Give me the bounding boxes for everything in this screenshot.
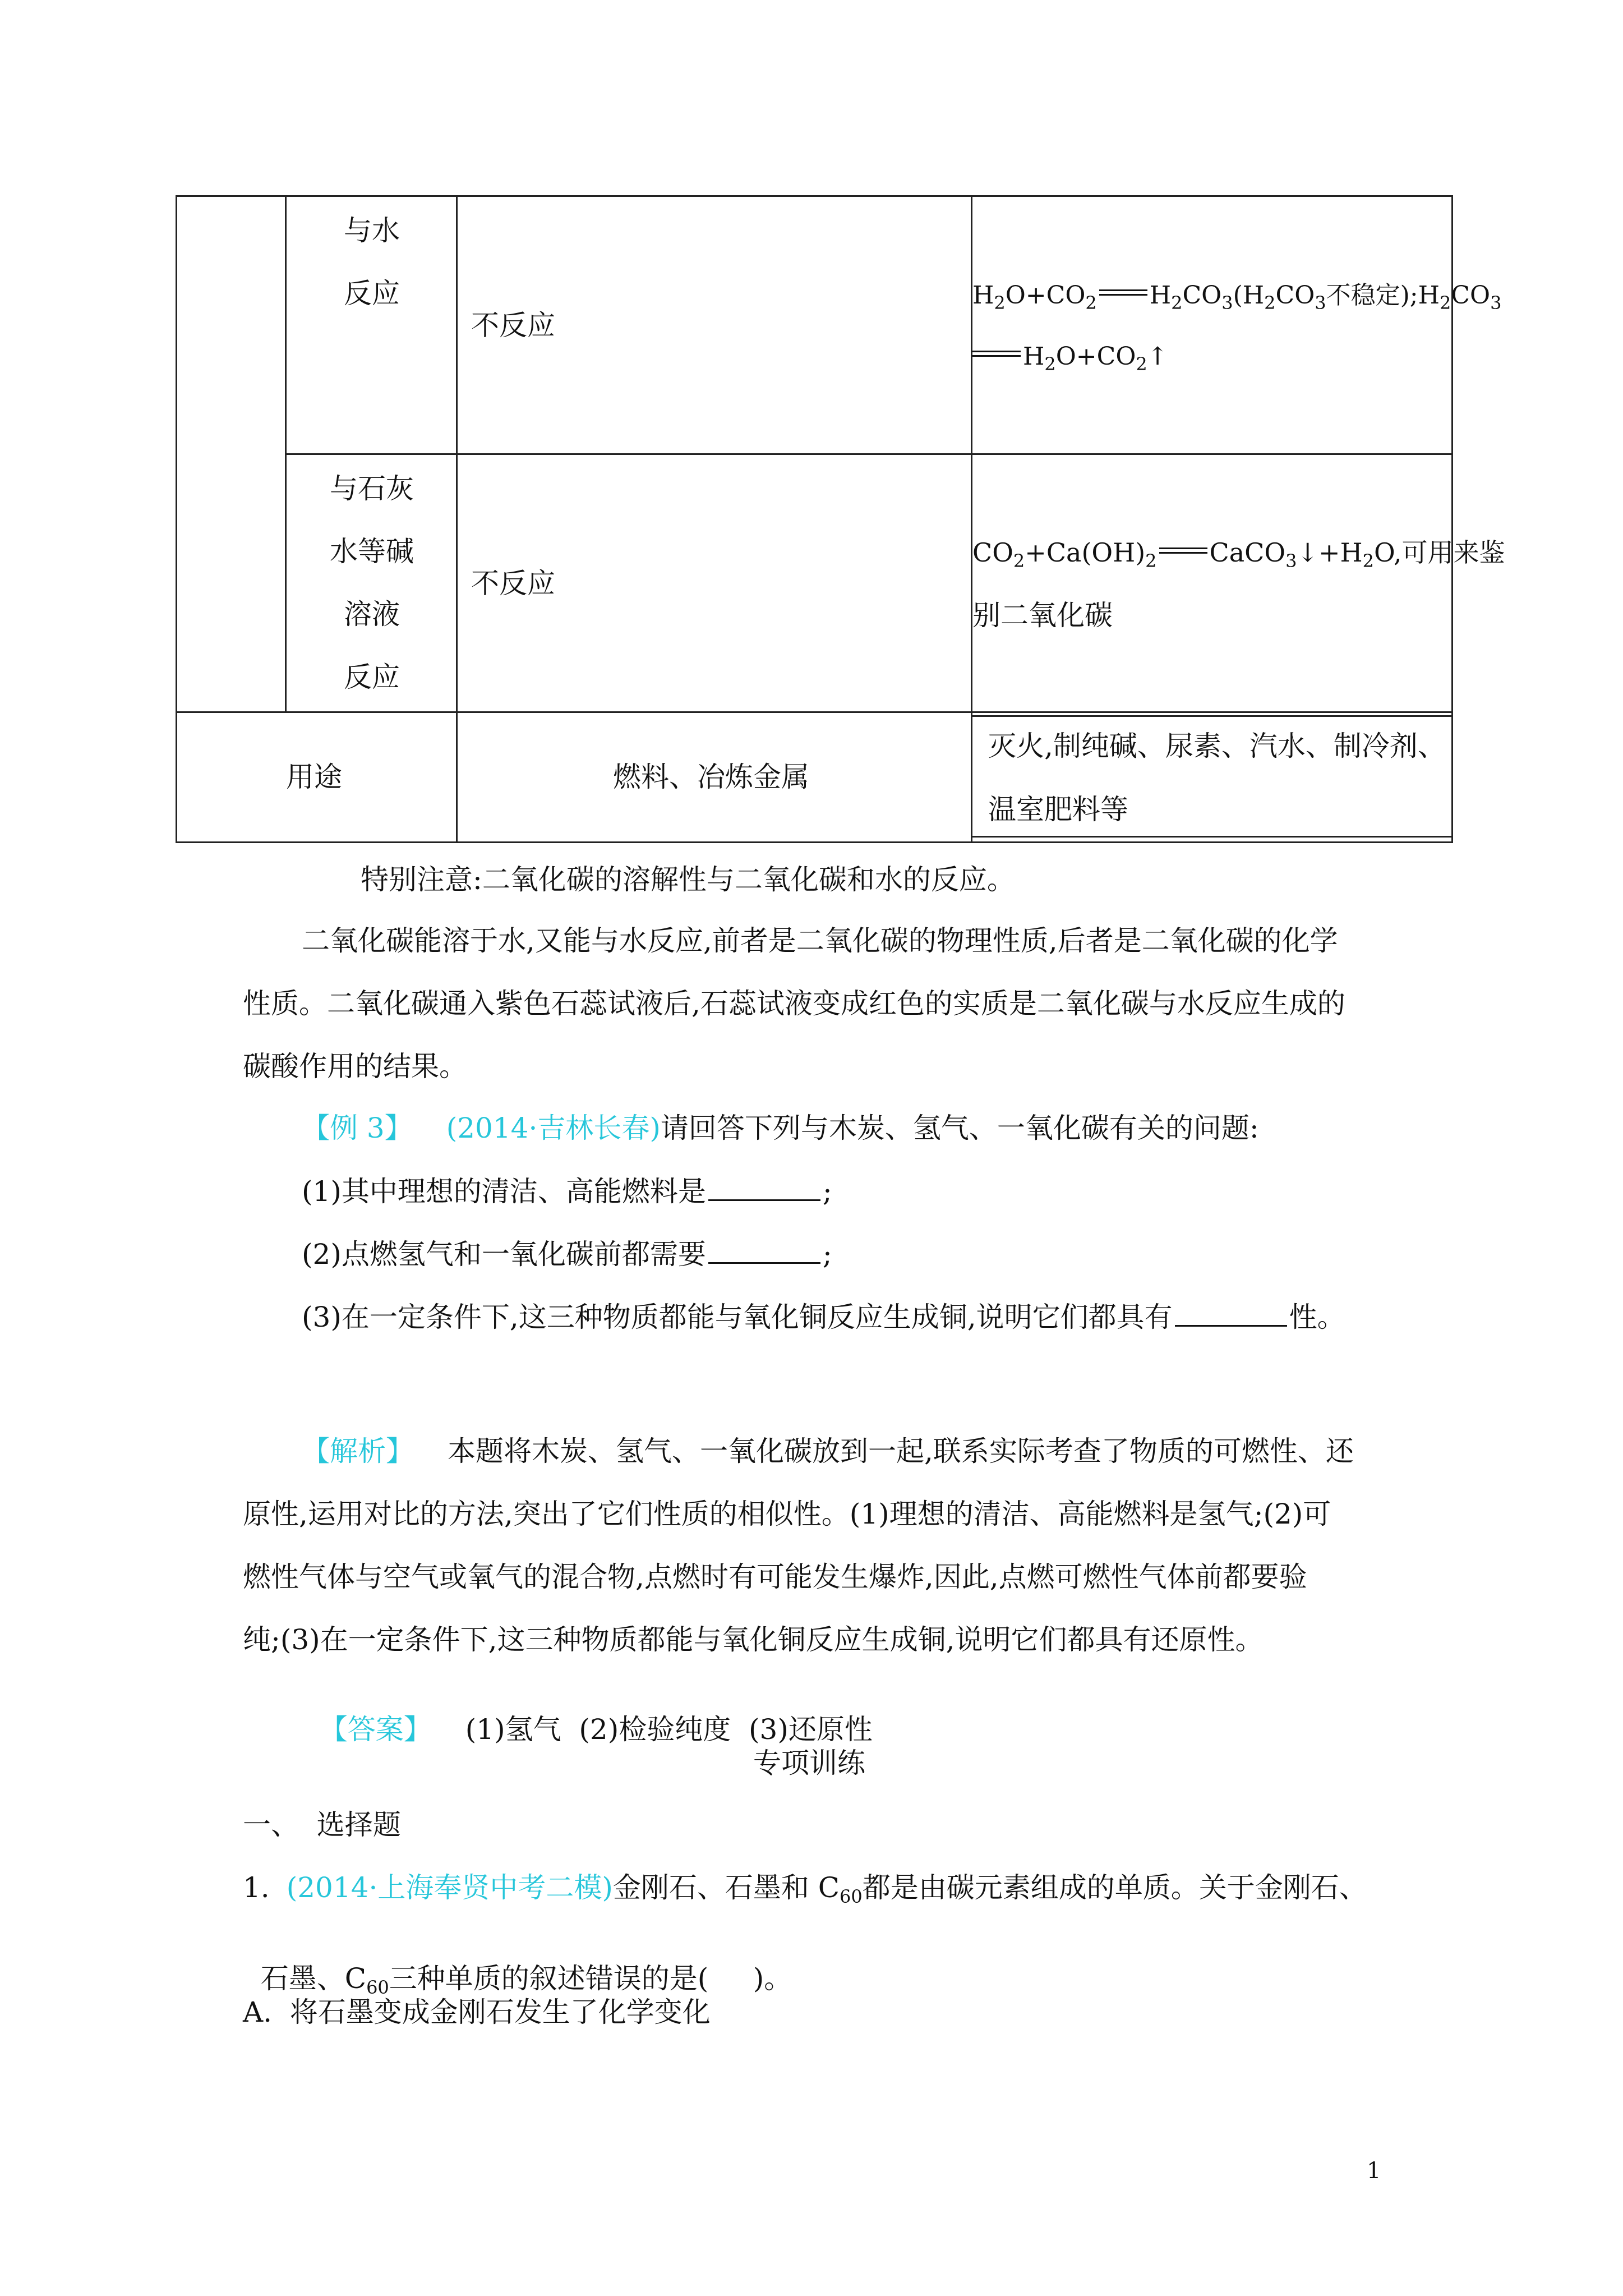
- answer-text: (1)氢气 (2)检验纯度 (3)还原性: [465, 1713, 873, 1746]
- table-rule: [972, 711, 1453, 713]
- answer-line: [302, 1687, 873, 1746]
- row-water-co: 不反应: [471, 309, 555, 342]
- row-use-co2-line1: 灭火,制纯碱、尿素、汽水、制冷剂、: [988, 730, 1446, 762]
- example-tag: 【例 3】: [302, 1112, 413, 1144]
- row-use-co: 燃料、冶炼金属: [613, 761, 809, 793]
- page-number: 1: [1367, 2158, 1381, 2184]
- table-rule: [285, 453, 1453, 455]
- table-rule: [176, 841, 1453, 843]
- answer-blank[interactable]: [708, 1177, 820, 1201]
- question-1: 1. (2014·上海奉贤中考二模)金刚石、石墨和 $C_{60}$都是由碳元素组成的单质。关于金刚石、: [243, 1871, 1367, 1907]
- row-water-co2-line2: $H_2O+CO_2↑$: [972, 344, 1168, 373]
- answer-tag: 【答案】: [319, 1713, 432, 1746]
- option-a[interactable]: A. 将石墨变成金刚石发生了化学变化: [243, 1996, 711, 2028]
- row-lime-co: 不反应: [471, 567, 555, 600]
- row-use-label: 用途: [286, 761, 342, 793]
- table-rule: [972, 836, 1453, 838]
- analysis-tag: 【解析】: [302, 1435, 414, 1467]
- row-use-co2-line2: 温室肥料等: [988, 793, 1128, 826]
- example-source: (2014·吉林长春): [446, 1112, 661, 1144]
- example-q2: (2)点燃氢气和一氧化碳前都需要 ;: [302, 1238, 832, 1271]
- row-lime-label: 反应: [344, 661, 400, 693]
- table-rule: [972, 715, 1453, 717]
- row-lime-label: 水等碱: [330, 535, 414, 568]
- training-title: 专项训练: [753, 1747, 865, 1779]
- analysis-line: 【解析】 本题将木炭、氢气、一氧化碳放到一起,联系实际考查了物质的可燃性、还: [302, 1435, 1354, 1467]
- example-q3: (3)在一定条件下,这三种物质都能与氧化铜反应生成铜,说明它们都具有 性。: [302, 1301, 1345, 1333]
- row-lime-label: 溶液: [344, 598, 400, 631]
- answer-blank[interactable]: [708, 1240, 820, 1264]
- answer-blank[interactable]: [1175, 1303, 1287, 1327]
- table-rule: [285, 195, 287, 713]
- row-lime-label: 与石灰: [330, 472, 414, 505]
- example-question: 请回答下列与木炭、氢气、一氧化碳有关的问题:: [660, 1112, 1259, 1144]
- note-line: 性质。二氧化碳通入紫色石蕊试液后,石蕊试液变成红色的实质是二氧化碳与水反应生成的: [243, 987, 1345, 1020]
- row-lime-co2-line1: $CO_2+Ca(OH)_2$ $CaCO_3↓+H_2O$,可用来鉴: [972, 537, 1505, 572]
- note-line: 二氧化碳能溶于水,又能与水反应,前者是二氧化碳的物理性质,后者是二氧化碳的化学: [302, 924, 1338, 957]
- row-lime-co2-line2: 别二氧化碳: [972, 599, 1113, 632]
- note-title: 特别注意:二氧化碳的溶解性与二氧化碳和水的反应。: [361, 863, 1015, 896]
- row-water-co2-line1: $H_2O+CO_2$ $H_2CO_3(H_2CO_3$不稳定)$;H_2CO_3$: [972, 281, 1502, 314]
- row-water-label: 与水: [344, 214, 400, 247]
- analysis-line: 燃性气体与空气或氧气的混合物,点燃时有可能发生爆炸,因此,点燃可燃性气体前都要验: [243, 1561, 1307, 1593]
- table-rule: [456, 195, 458, 843]
- analysis-line: 纯;(3)在一定条件下,这三种物质都能与氧化铜反应生成铜,说明它们都具有还原性。: [243, 1623, 1264, 1656]
- equals-sign: [1159, 547, 1207, 554]
- equals-sign: [972, 351, 1021, 357]
- note-line: 碳酸作用的结果。: [243, 1050, 467, 1083]
- table-rule: [176, 195, 177, 843]
- example-q1: (1)其中理想的清洁、高能燃料是 ;: [302, 1175, 832, 1208]
- equals-sign: [1099, 289, 1147, 296]
- question-source: (2014·上海奉贤中考二模): [286, 1871, 613, 1904]
- analysis-line: 原性,运用对比的方法,突出了它们性质的相似性。(1)理想的清洁、高能燃料是氢气;(2)可: [243, 1498, 1331, 1530]
- section-heading: 一、 选择题: [243, 1809, 401, 1841]
- example-header: [302, 1114, 1259, 1142]
- table-rule: [176, 195, 1453, 197]
- row-water-label: 反应: [344, 277, 400, 310]
- question-1-cont: 石墨、$C_{60}$三种单质的叙述错误的是( )。: [260, 1962, 792, 1998]
